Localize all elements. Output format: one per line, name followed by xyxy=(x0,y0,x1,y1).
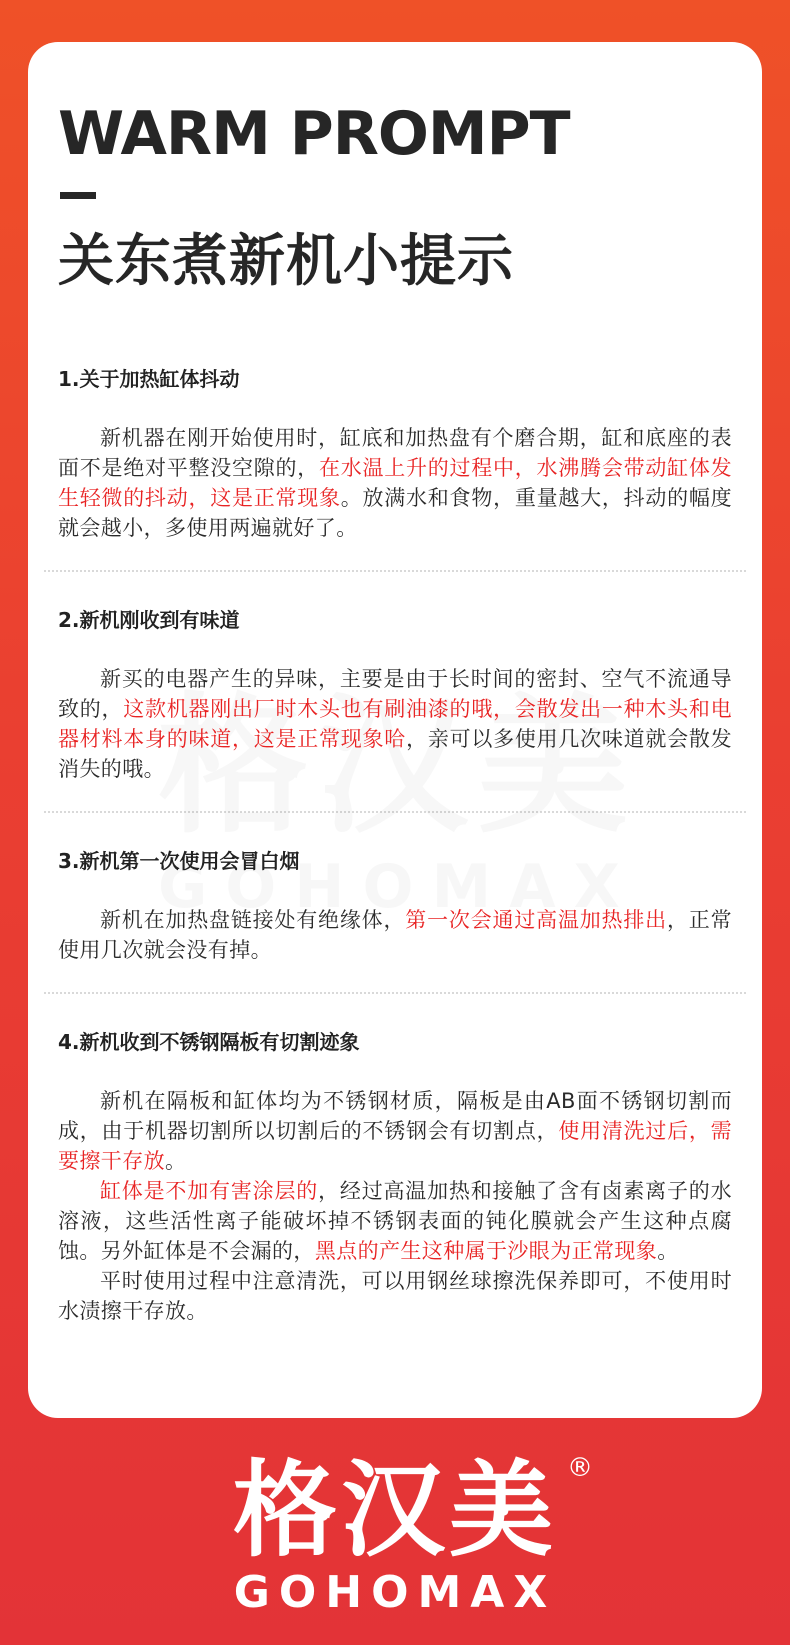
brand-logo xyxy=(0,1449,790,1618)
text-run: 新机在隔板和缸体均为不锈钢材质，隔板是由AB面不锈钢切割而成，由于机器切割所以切割后的不锈钢会有切割点， xyxy=(58,1089,732,1143)
text-run: 新买的电器产生的异味，主要是由于长时间的密封、空气不流通导致的， xyxy=(58,667,732,721)
registered-mark-icon: ® xyxy=(567,1453,593,1483)
brand-name-cn-text: 格汉美 xyxy=(232,1449,557,1571)
highlight-text-run: 这款机器刚出厂时木头也有刷油漆的哦，会散发出一种木头和电器材料本身的味道，这是正常现象哈 xyxy=(58,697,732,751)
tip-paragraph xyxy=(58,664,732,784)
title-divider-dash xyxy=(60,192,96,199)
highlight-text-run: 在水温上升的过程中，水沸腾会带动缸体发生轻微的抖动，这是正常现象 xyxy=(58,456,732,510)
page-title-en: WARM PROMPT xyxy=(58,99,570,169)
tip-heading: 1.关于加热缸体抖动 xyxy=(58,367,240,391)
tip-paragraph xyxy=(58,905,732,965)
text-run: 新机在加热盘链接处有绝缘体， xyxy=(100,908,406,932)
section-divider xyxy=(44,992,746,994)
section-divider xyxy=(44,570,746,572)
highlight-text-run: 缸体是不加有害涂层的 xyxy=(100,1179,319,1203)
tip-paragraph xyxy=(58,1266,732,1326)
text-run: 。 xyxy=(657,1239,679,1263)
brand-name-cn xyxy=(232,1449,593,1571)
tip-section-2 xyxy=(58,606,732,784)
highlight-text-run: 第一次会通过高温加热排出 xyxy=(405,908,667,932)
tip-paragraph xyxy=(58,423,732,543)
page-title-cn: 关东煮新机小提示 xyxy=(58,229,514,294)
text-run: 新机器在刚开始使用时，缸底和加热盘有个磨合期，缸和底座的表面不是绝对平整没空隙的， xyxy=(58,426,732,480)
text-run: ，经过高温加热和接触了含有卤素离子的水溶液，这些活性离子能破坏掉不锈钢表面的钝化膜就会产生这种点腐蚀。另外缸体是不会漏的， xyxy=(58,1179,732,1263)
tips-card xyxy=(28,42,762,1418)
tip-heading: 2.新机刚收到有味道 xyxy=(58,608,240,632)
highlight-text-run: 使用清洗过后，需要擦干存放 xyxy=(58,1119,732,1173)
tip-paragraph xyxy=(58,1176,732,1266)
tip-heading: 3.新机第一次使用会冒白烟 xyxy=(58,849,300,873)
tip-section-4 xyxy=(58,1028,732,1326)
brand-name-en: GOHOMAX xyxy=(233,1567,557,1618)
section-divider xyxy=(44,811,746,813)
tip-section-1 xyxy=(58,365,732,543)
text-run: ，正常使用几次就会没有掉。 xyxy=(58,908,732,962)
highlight-text-run: 黑点的产生这种属于沙眼为正常现象 xyxy=(314,1239,658,1263)
tip-paragraph xyxy=(58,1086,732,1176)
text-run: 平时使用过程中注意清洗，可以用钢丝球擦洗保养即可，不使用时水渍擦干存放。 xyxy=(58,1269,732,1323)
tip-heading: 4.新机收到不锈钢隔板有切割迹象 xyxy=(58,1030,360,1054)
text-run: 。放满水和食物，重量越大，抖动的幅度就会越小，多使用两遍就好了。 xyxy=(58,486,732,540)
text-run: ，亲可以多使用几次味道就会散发消失的哦。 xyxy=(58,727,733,781)
tip-section-3 xyxy=(58,847,732,965)
text-run: 。 xyxy=(165,1149,187,1173)
